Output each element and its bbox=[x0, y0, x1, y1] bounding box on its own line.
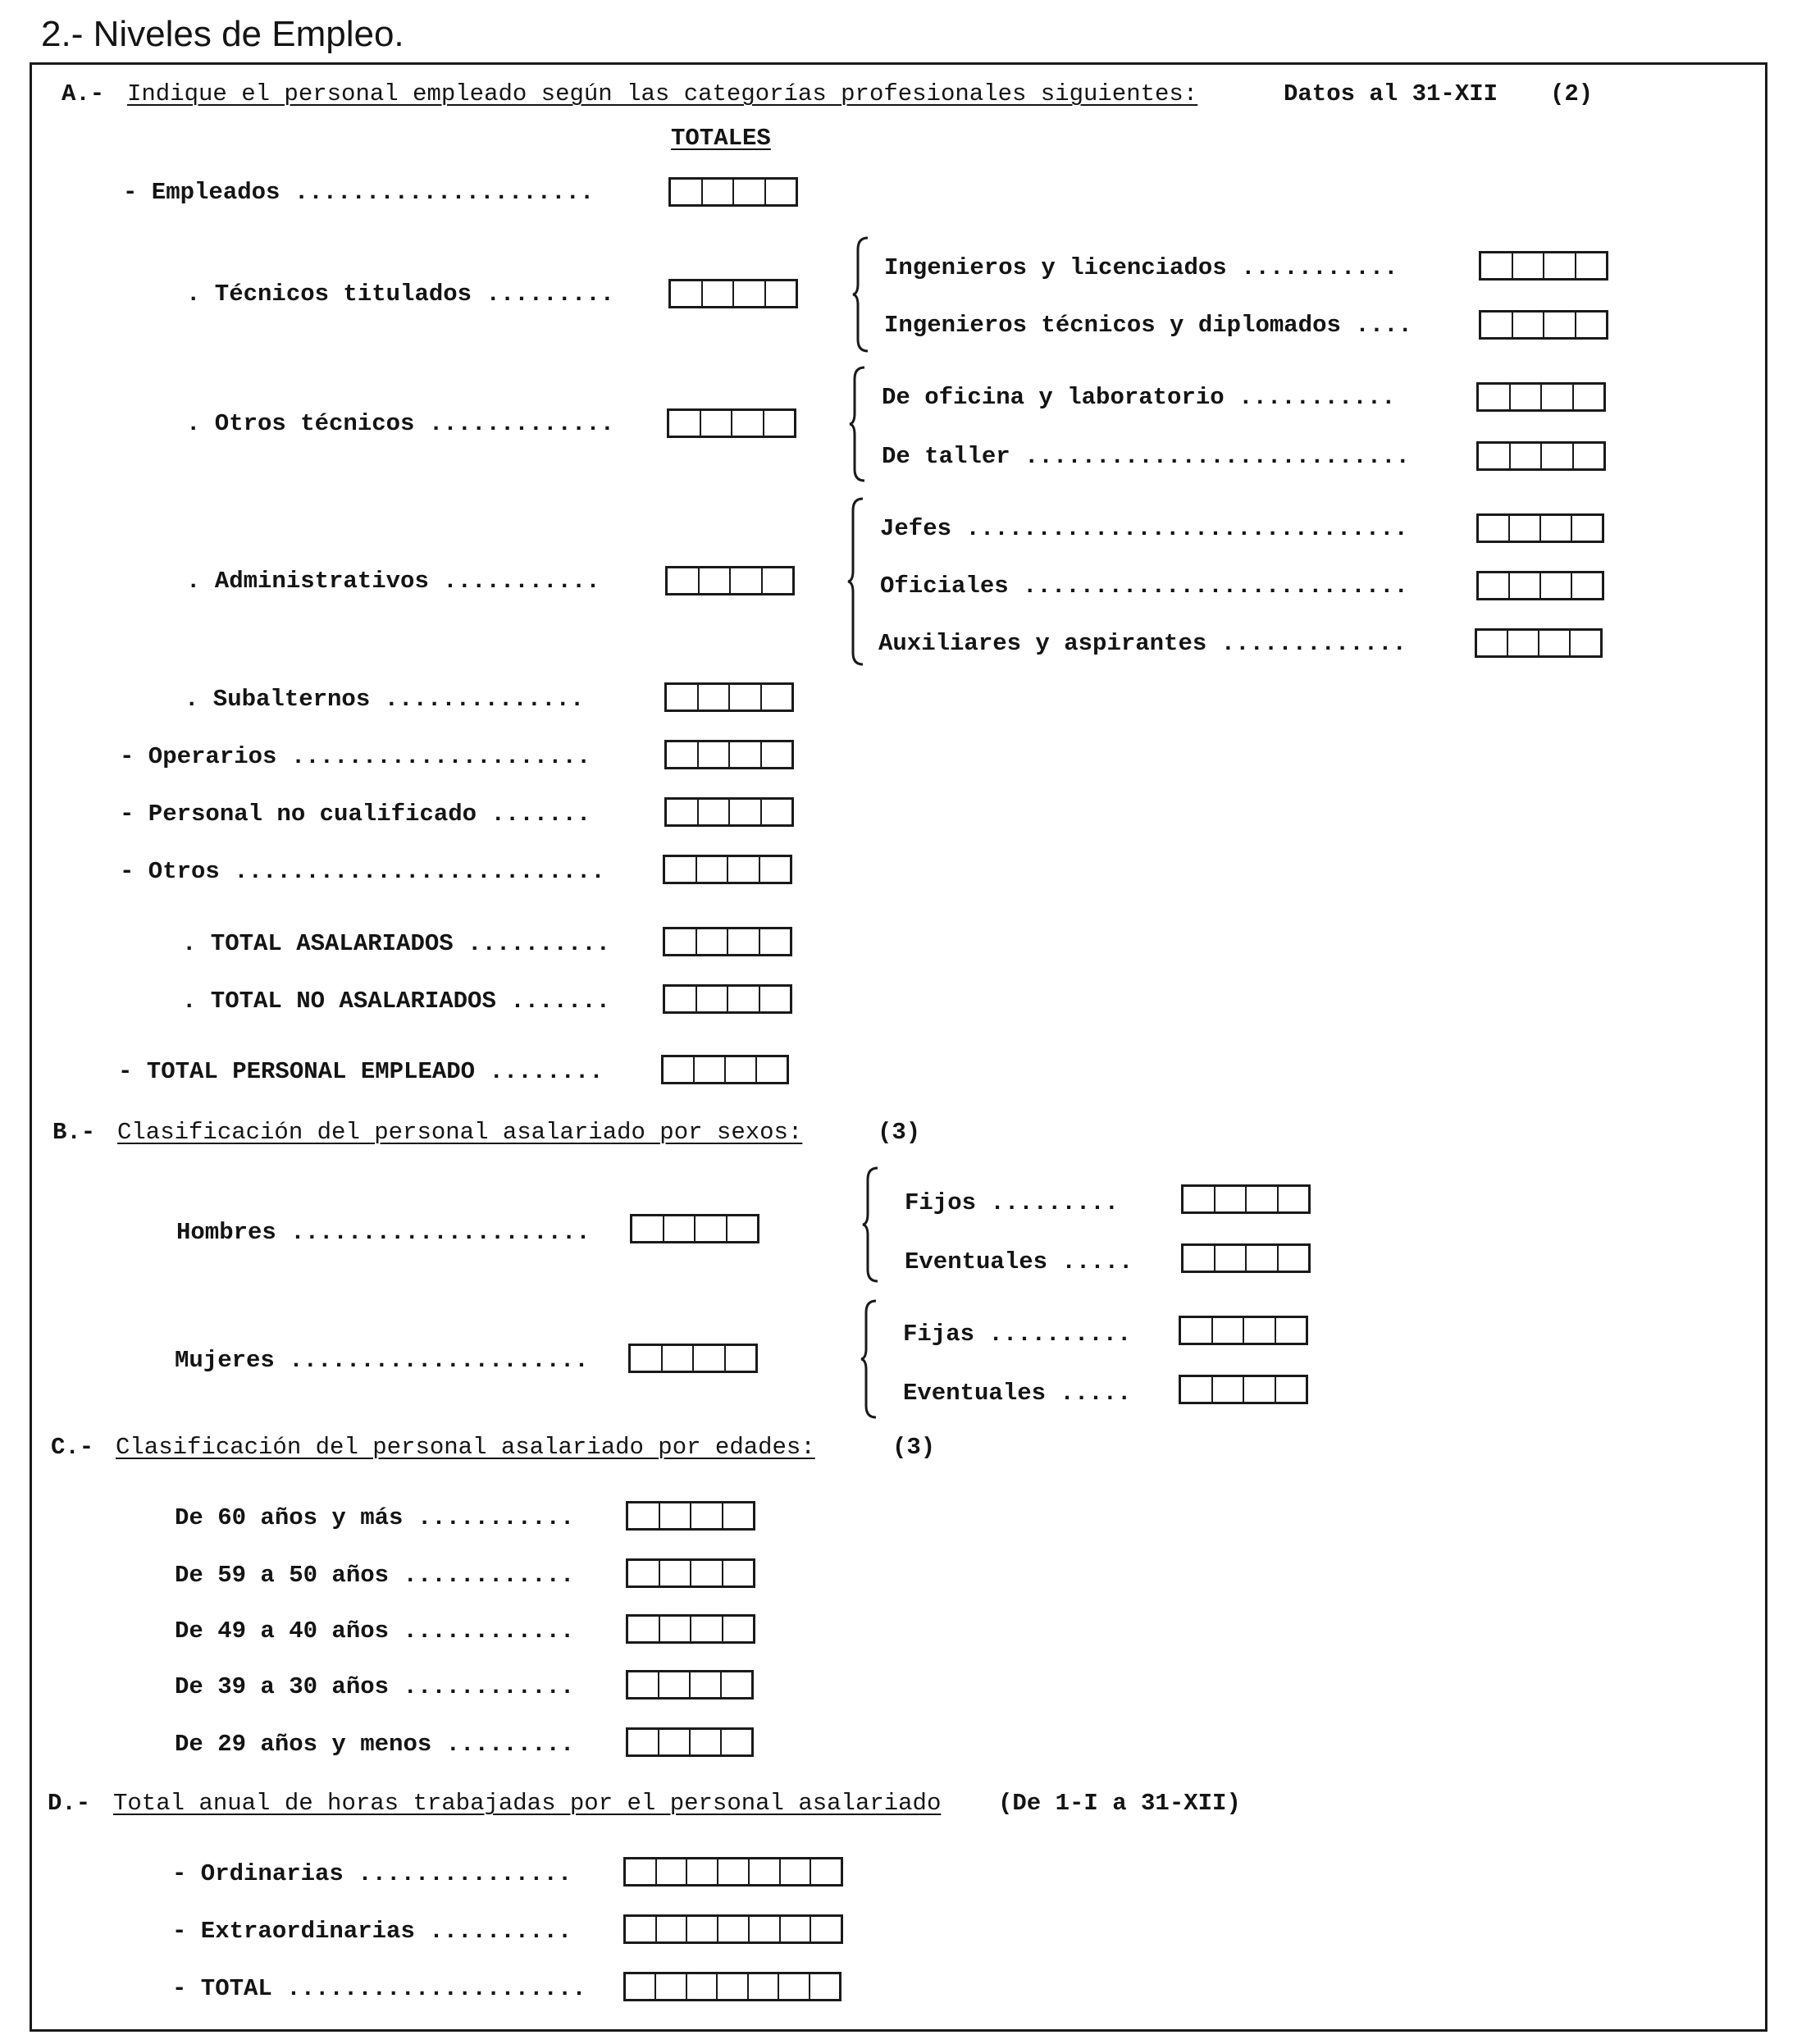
section-a-heading: Indique el personal empleado según las categorías profesionales siguientes: bbox=[127, 80, 1198, 107]
label-no-cualificado: - Personal no cualificado ....... bbox=[120, 801, 591, 828]
input-total-personal[interactable] bbox=[661, 1055, 789, 1084]
input-empleados[interactable] bbox=[668, 177, 798, 207]
label-otros: - Otros .......................... bbox=[120, 858, 605, 885]
label-extraordinarias: - Extraordinarias .......... bbox=[172, 1918, 572, 1945]
label-total-horas: - TOTAL ..................... bbox=[172, 1975, 586, 2002]
input-oficiales[interactable] bbox=[1476, 571, 1604, 600]
label-tecnicos-titulados: . Técnicos titulados ......... bbox=[186, 281, 615, 308]
input-taller[interactable] bbox=[1476, 441, 1606, 471]
label-hombres: Hombres ..................... bbox=[176, 1219, 591, 1246]
label-total-asalariados: . TOTAL ASALARIADOS .......... bbox=[182, 930, 611, 957]
brace-administrativos bbox=[846, 497, 864, 666]
label-age-60-plus: De 60 años y más ........... bbox=[175, 1504, 575, 1531]
input-mujeres[interactable] bbox=[628, 1344, 758, 1373]
label-ingenieros-licenciados: Ingenieros y licenciados ........... bbox=[884, 254, 1398, 281]
section-b-prefix: B.- bbox=[52, 1119, 96, 1146]
input-total-horas[interactable] bbox=[623, 1972, 841, 2001]
section-b-note-ref: (3) bbox=[878, 1119, 921, 1146]
input-hombres[interactable] bbox=[630, 1214, 759, 1243]
label-auxiliares: Auxiliares y aspirantes ............. bbox=[878, 630, 1407, 657]
section-d-heading: Total anual de horas trabajadas por el personal asalariado bbox=[113, 1790, 942, 1817]
input-total-no-asalariados[interactable] bbox=[663, 984, 792, 1014]
section-c-heading: Clasificación del personal asalariado por edades: bbox=[116, 1434, 815, 1461]
input-no-cualificado[interactable] bbox=[664, 797, 794, 827]
brace-hombres bbox=[861, 1166, 879, 1283]
page-title: 2.- Niveles de Empleo. bbox=[41, 14, 404, 54]
label-total-no-asalariados: . TOTAL NO ASALARIADOS ....... bbox=[182, 988, 611, 1015]
input-age-30-39[interactable] bbox=[626, 1670, 754, 1700]
label-subalternos: . Subalternos .............. bbox=[185, 686, 585, 713]
label-age-40-49: De 49 a 40 años ............ bbox=[175, 1617, 575, 1645]
brace-otros-tecnicos bbox=[848, 366, 866, 482]
label-age-29-minus: De 29 años y menos ......... bbox=[175, 1731, 575, 1758]
label-age-30-39: De 39 a 30 años ............ bbox=[175, 1673, 575, 1700]
label-jefes: Jefes ............................... bbox=[880, 515, 1408, 542]
section-c-note-ref: (3) bbox=[892, 1434, 936, 1461]
section-d-period: (De 1-I a 31-XII) bbox=[998, 1790, 1241, 1817]
input-operarios[interactable] bbox=[664, 740, 794, 769]
section-b-heading: Clasificación del personal asalariado por sexos: bbox=[117, 1119, 803, 1146]
input-ingenieros-tecnicos[interactable] bbox=[1479, 310, 1608, 340]
label-taller: De taller ........................... bbox=[882, 443, 1410, 470]
input-auxiliares[interactable] bbox=[1475, 628, 1603, 658]
input-otros-tecnicos[interactable] bbox=[667, 408, 796, 438]
input-oficina-laboratorio[interactable] bbox=[1476, 382, 1606, 412]
input-ingenieros-licenciados[interactable] bbox=[1479, 251, 1608, 281]
label-administrativos: . Administrativos ........... bbox=[186, 568, 600, 595]
label-operarios: - Operarios ..................... bbox=[120, 743, 591, 770]
input-tecnicos-titulados[interactable] bbox=[668, 279, 798, 308]
input-ordinarias[interactable] bbox=[623, 1857, 843, 1887]
label-ordinarias: - Ordinarias ............... bbox=[172, 1860, 572, 1887]
input-administrativos[interactable] bbox=[665, 566, 795, 595]
input-age-50-59[interactable] bbox=[626, 1558, 755, 1588]
label-fijas: Fijas .......... bbox=[903, 1321, 1132, 1348]
label-eventuales-hombres: Eventuales ..... bbox=[905, 1248, 1133, 1275]
section-c-prefix: C.- bbox=[51, 1434, 94, 1461]
label-otros-tecnicos: . Otros técnicos ............. bbox=[186, 410, 615, 437]
input-age-40-49[interactable] bbox=[626, 1614, 755, 1644]
label-oficina-laboratorio: De oficina y laboratorio ........... bbox=[882, 384, 1396, 411]
input-age-29-minus[interactable] bbox=[626, 1727, 754, 1757]
input-subalternos[interactable] bbox=[664, 682, 794, 712]
label-eventuales-mujeres: Eventuales ..... bbox=[903, 1380, 1132, 1407]
input-total-asalariados[interactable] bbox=[663, 927, 792, 956]
section-a-date-note: Datos al 31-XII bbox=[1284, 80, 1498, 107]
label-oficiales: Oficiales ........................... bbox=[880, 573, 1408, 600]
brace-mujeres bbox=[860, 1299, 878, 1419]
input-eventuales-hombres[interactable] bbox=[1181, 1243, 1311, 1273]
section-a-note-ref: (2) bbox=[1550, 80, 1594, 107]
label-empleados: - Empleados ..................... bbox=[123, 179, 595, 206]
input-fijas[interactable] bbox=[1179, 1316, 1308, 1345]
input-otros[interactable] bbox=[663, 855, 792, 884]
section-a-prefix: A.- bbox=[62, 80, 105, 107]
label-fijos: Fijos ......... bbox=[905, 1189, 1120, 1216]
totals-header: TOTALES bbox=[671, 125, 771, 152]
section-d-prefix: D.- bbox=[48, 1790, 91, 1817]
label-ingenieros-tecnicos: Ingenieros técnicos y diplomados .... bbox=[884, 312, 1412, 339]
label-total-personal: - TOTAL PERSONAL EMPLEADO ........ bbox=[118, 1058, 604, 1085]
input-fijos[interactable] bbox=[1181, 1184, 1311, 1214]
input-eventuales-mujeres[interactable] bbox=[1179, 1375, 1308, 1404]
input-extraordinarias[interactable] bbox=[623, 1914, 843, 1944]
input-age-60-plus[interactable] bbox=[626, 1501, 755, 1531]
input-jefes[interactable] bbox=[1476, 513, 1604, 543]
brace-tecnicos-titulados bbox=[851, 236, 869, 353]
label-mujeres: Mujeres ..................... bbox=[175, 1347, 589, 1374]
label-age-50-59: De 59 a 50 años ............ bbox=[175, 1562, 575, 1589]
